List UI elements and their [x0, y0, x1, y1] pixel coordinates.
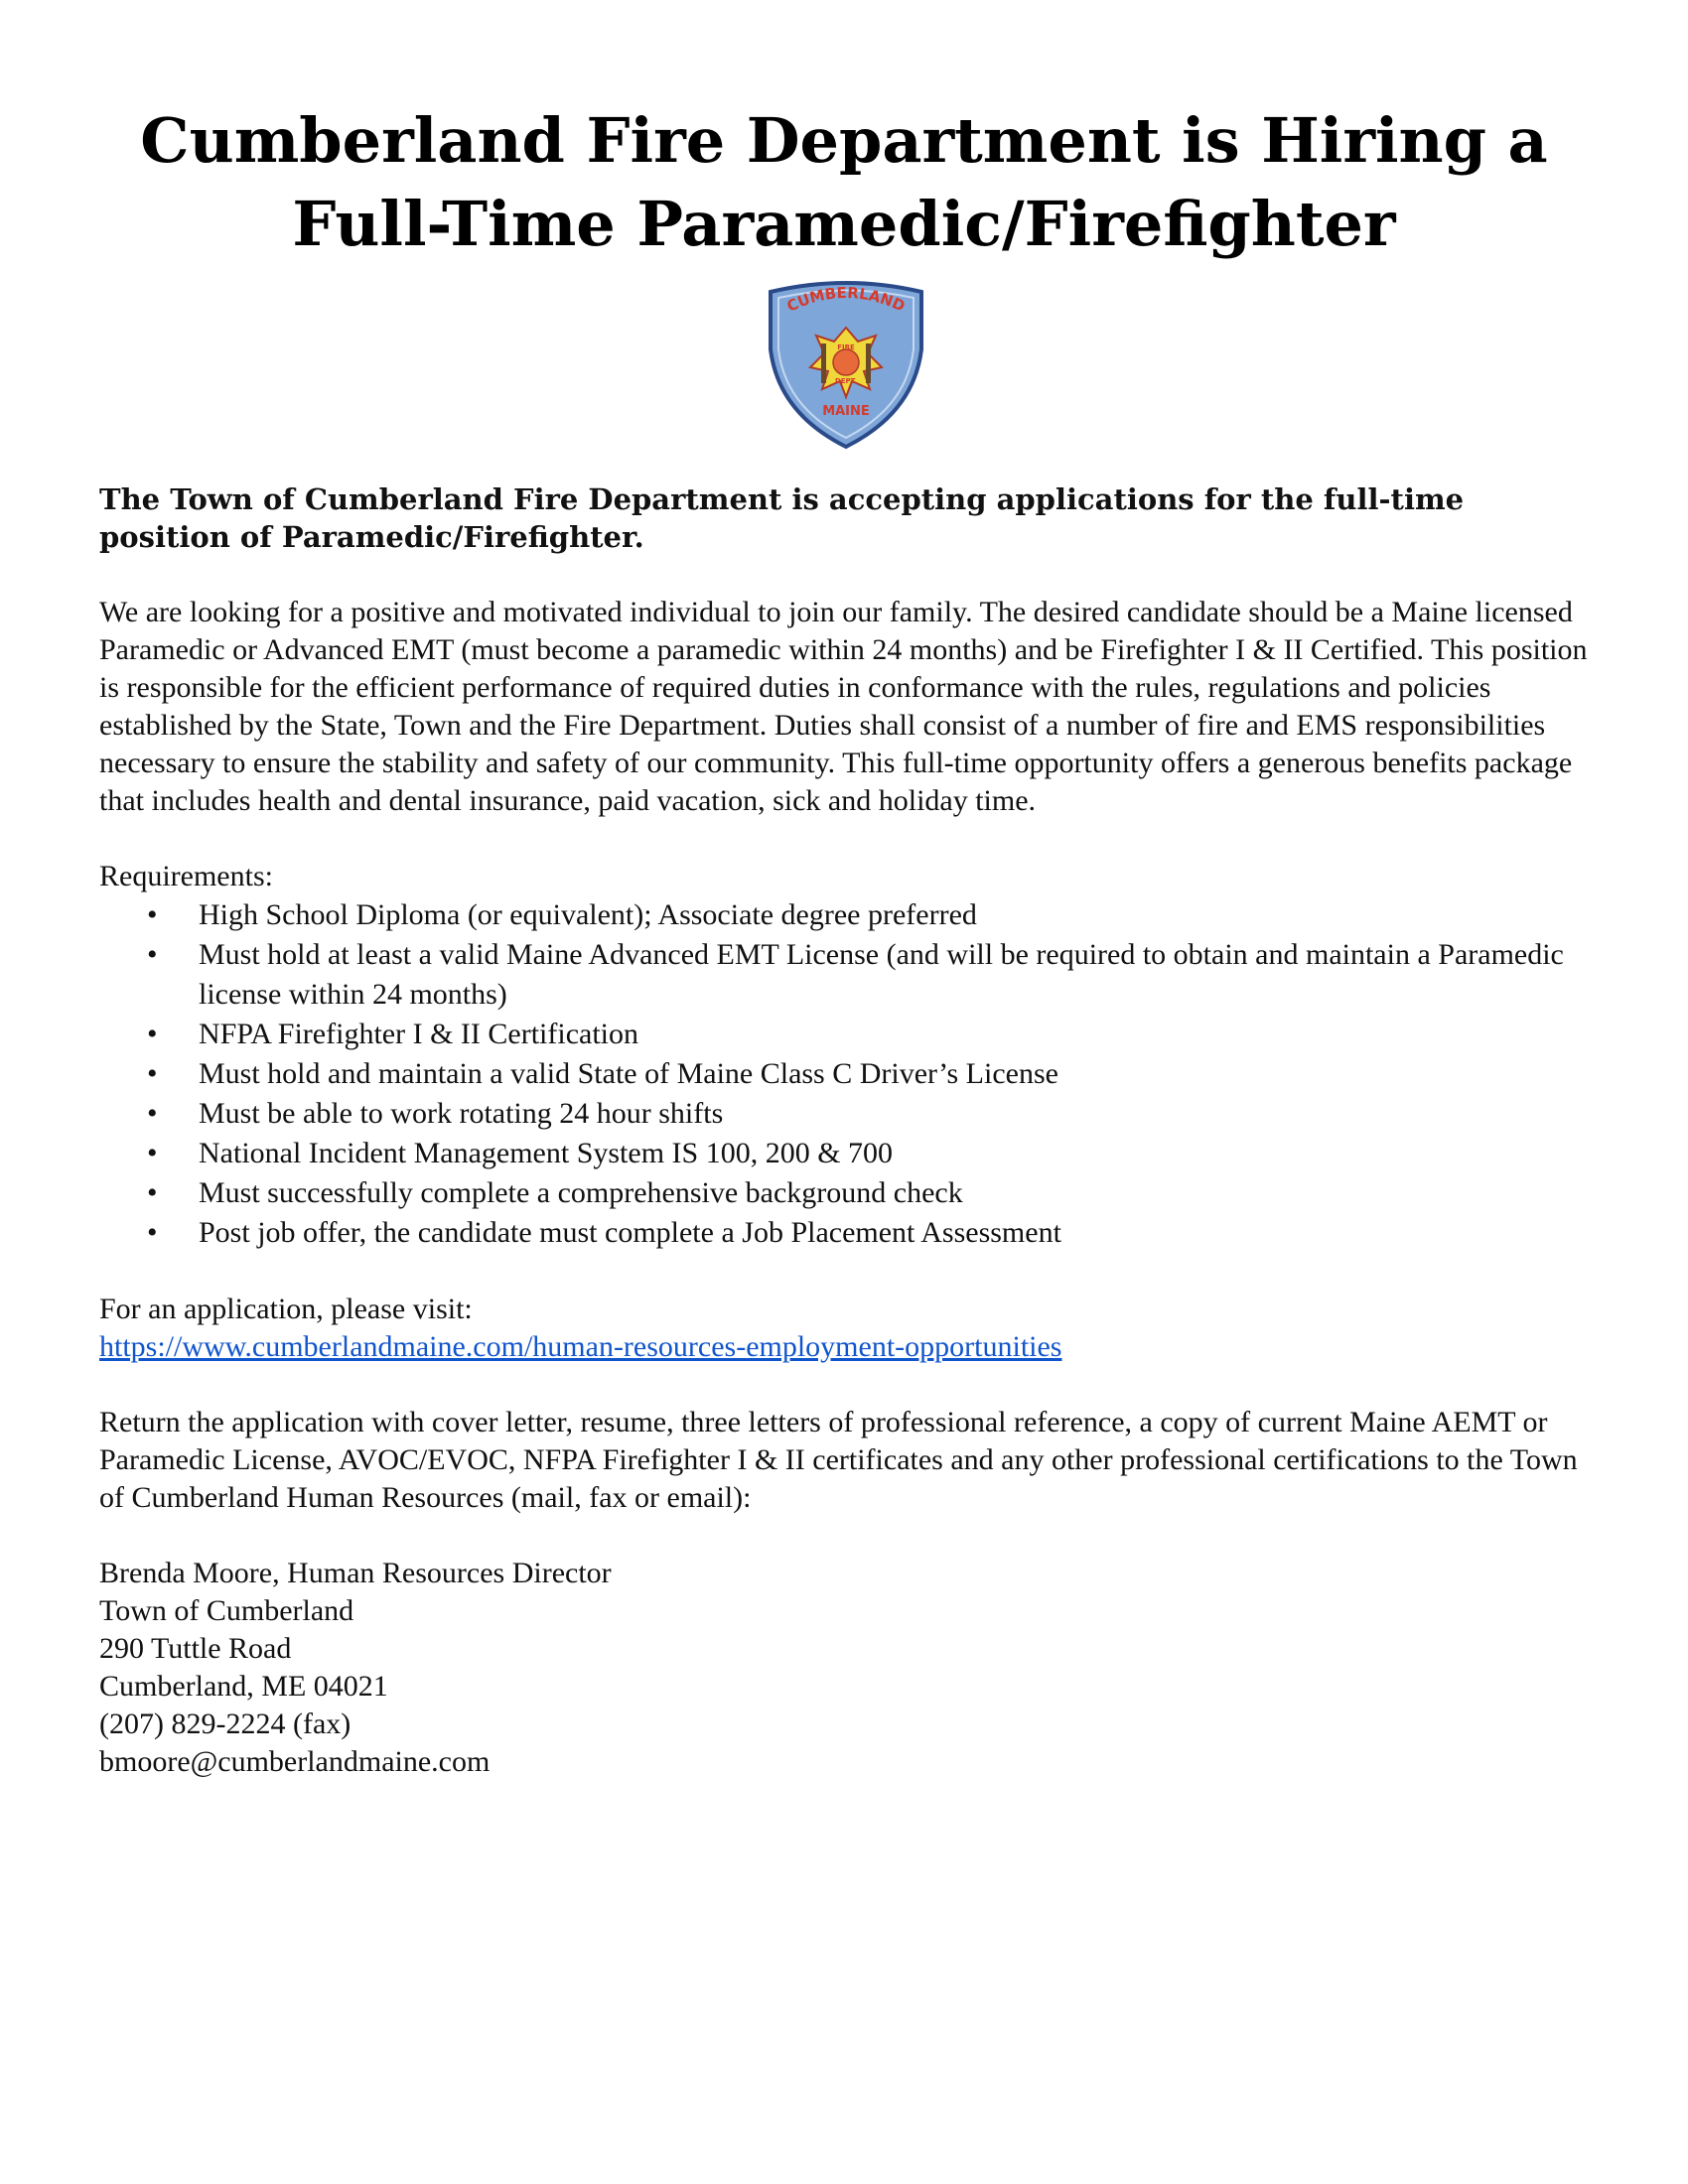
return-instructions: Return the application with cover letter, resume, three letters of professional reference, a copy of current Maine AEMT or Paramedic License, AVOC/EVOC, NFPA Firefighter I & II certificates and any other professional certifications to the Town of Cumberland Human Resources (mail, fax or email):: [99, 1406, 1578, 1514]
job-description: We are looking for a positive and motivated individual to join our family. The desired candidate should be a Maine licensed Paramedic or Advanced EMT (must become a paramedic within 24 months) and be Firefighter I & II Certified. This position is responsible for the efficient performance of required duties in conformance with the rules, regulations and policies established by the State, Town and the Fire Department. Duties shall consist of a number of fire and EMS responsibilities necessary to ensure the stability and safety of our community. This full-time opportunity offers a generous benefits package that includes health and dental insurance, paid vacation, sick and holiday time.: [99, 596, 1588, 817]
requirement-item: • Must hold at least a valid Maine Advanced EMT License (and will be required to obtain and maintain a Paramedic license within 24 months): [199, 935, 1589, 1015]
requirements-heading: Requirements:: [99, 860, 273, 892]
application-label: For an application, please visit:: [99, 1293, 473, 1325]
requirement-item: • Must successfully complete a comprehensive background check: [199, 1173, 1589, 1213]
requirement-item: • High School Diploma (or equivalent); Associate degree preferred: [199, 895, 1589, 935]
requirements-list: [99, 895, 1589, 1253]
page-title: [60, 99, 1628, 266]
intro-statement: The Town of Cumberland Fire Department is accepting applications for the full-time position of Paramedic/Firefighter.: [99, 482, 1465, 554]
contact-organization: Town of Cumberland: [99, 1594, 354, 1627]
contact-fax: (207) 829-2224 (fax): [99, 1707, 352, 1740]
requirement-item: • Must hold and maintain a valid State of Maine Class C Driver’s License: [199, 1054, 1589, 1094]
contact-email[interactable]: bmoore@cumberlandmaine.com: [99, 1745, 491, 1778]
badge-top-textpath: CUMBERLAND: [783, 283, 909, 316]
application-link[interactable]: https://www.cumberlandmaine.com/human-resources-employment-opportunities: [99, 1330, 1062, 1363]
contact-street: 290 Tuttle Road: [99, 1632, 292, 1665]
contact-block: [99, 1555, 1589, 1781]
fire-department-badge-logo: [765, 280, 927, 451]
requirement-item: • Post job offer, the candidate must complete a Job Placement Assessment: [199, 1213, 1589, 1253]
application-section: [99, 1291, 1589, 1366]
title-line-1: Cumberland Fire Department is Hiring a: [140, 104, 1548, 177]
requirement-item: • NFPA Firefighter I & II Certification: [199, 1015, 1589, 1054]
flyer-body: [99, 480, 1589, 1781]
requirement-item: • National Incident Management System IS 100, 200 & 700: [199, 1134, 1589, 1173]
contact-name-title: Brenda Moore, Human Resources Director: [99, 1557, 612, 1589]
title-line-2: Full-Time Paramedic/Firefighter: [292, 188, 1396, 260]
badge-center-top: FIRE: [837, 343, 855, 351]
requirement-item: • Must be able to work rotating 24 hour shifts: [199, 1094, 1589, 1134]
badge-center-bottom: DEPT.: [834, 377, 858, 385]
contact-city-state-zip: Cumberland, ME 04021: [99, 1670, 388, 1703]
badge-bottom-text: MAINE: [822, 404, 870, 419]
